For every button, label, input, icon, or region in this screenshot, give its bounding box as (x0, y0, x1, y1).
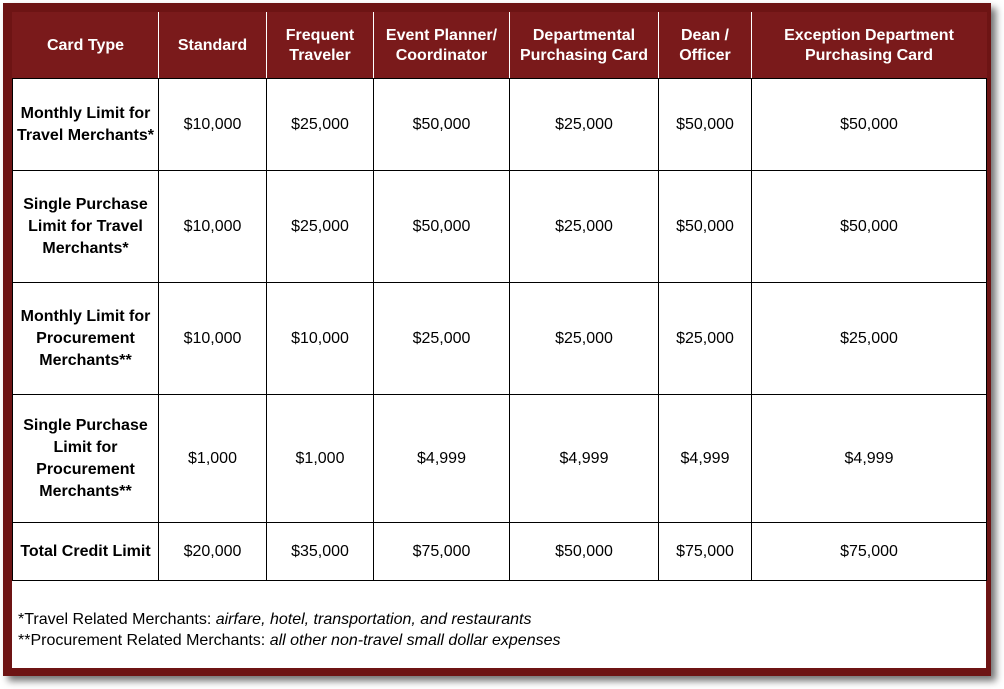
column-header-card-type: Card Type (13, 13, 159, 79)
row-label: Single Purchase Limit for Travel Merchants* (13, 171, 159, 283)
column-header-dean-officer: Dean / Officer (659, 13, 752, 79)
header-row (13, 13, 987, 79)
table-cell: $25,000 (510, 283, 659, 395)
table-cell: $50,000 (659, 79, 752, 171)
footnote-detail: airfare, hotel, transportation, and restaurants (215, 611, 532, 628)
column-header-departmental-purchasing: Departmental Purchasing Card (510, 13, 659, 79)
table-cell: $25,000 (267, 171, 374, 283)
table-cell: $25,000 (752, 283, 987, 395)
table-cell: $50,000 (374, 79, 510, 171)
row-label: Single Purchase Limit for Procurement Merchants** (13, 395, 159, 523)
table-cell: $25,000 (267, 79, 374, 171)
table-panel (12, 12, 986, 668)
table-cell: $25,000 (510, 79, 659, 171)
table-cell: $35,000 (267, 523, 374, 581)
table-cell: $4,999 (659, 395, 752, 523)
table-frame (3, 3, 991, 676)
footnote-detail: all other non-travel small dollar expenses (269, 632, 561, 649)
table-cell: $10,000 (159, 283, 267, 395)
footnote-label: *Travel Related Merchants: (18, 611, 212, 628)
table-cell: $75,000 (752, 523, 987, 581)
table-row (13, 79, 987, 171)
table-cell: $50,000 (659, 171, 752, 283)
table-cell: $50,000 (752, 171, 987, 283)
table-row (13, 395, 987, 523)
footnotes (18, 609, 561, 651)
table-cell: $75,000 (659, 523, 752, 581)
table-cell: $4,999 (510, 395, 659, 523)
column-header-frequent-traveler: Frequent Traveler (267, 13, 374, 79)
table-cell: $1,000 (267, 395, 374, 523)
table-cell: $25,000 (374, 283, 510, 395)
row-label: Monthly Limit for Procurement Merchants** (13, 283, 159, 395)
table-cell: $10,000 (267, 283, 374, 395)
footnote-travel (18, 609, 561, 630)
card-limits-table (12, 12, 987, 581)
table-cell: $4,999 (374, 395, 510, 523)
table-cell: $25,000 (510, 171, 659, 283)
table-row (13, 523, 987, 581)
column-header-standard: Standard (159, 13, 267, 79)
table-cell: $50,000 (510, 523, 659, 581)
row-label: Total Credit Limit (13, 523, 159, 581)
table-row (13, 283, 987, 395)
table-cell: $10,000 (159, 171, 267, 283)
footnote-label: **Procurement Related Merchants: (18, 632, 266, 649)
table-cell: $4,999 (752, 395, 987, 523)
table-row (13, 171, 987, 283)
row-label: Monthly Limit for Travel Merchants* (13, 79, 159, 171)
column-header-event-planner: Event Planner/ Coordinator (374, 13, 510, 79)
table-cell: $50,000 (374, 171, 510, 283)
footnote-procurement (18, 630, 561, 651)
table-cell: $20,000 (159, 523, 267, 581)
table-cell: $10,000 (159, 79, 267, 171)
table-cell: $25,000 (659, 283, 752, 395)
table-cell: $1,000 (159, 395, 267, 523)
table-cell: $50,000 (752, 79, 987, 171)
table-cell: $75,000 (374, 523, 510, 581)
column-header-exception-department: Exception Department Purchasing Card (752, 13, 987, 79)
